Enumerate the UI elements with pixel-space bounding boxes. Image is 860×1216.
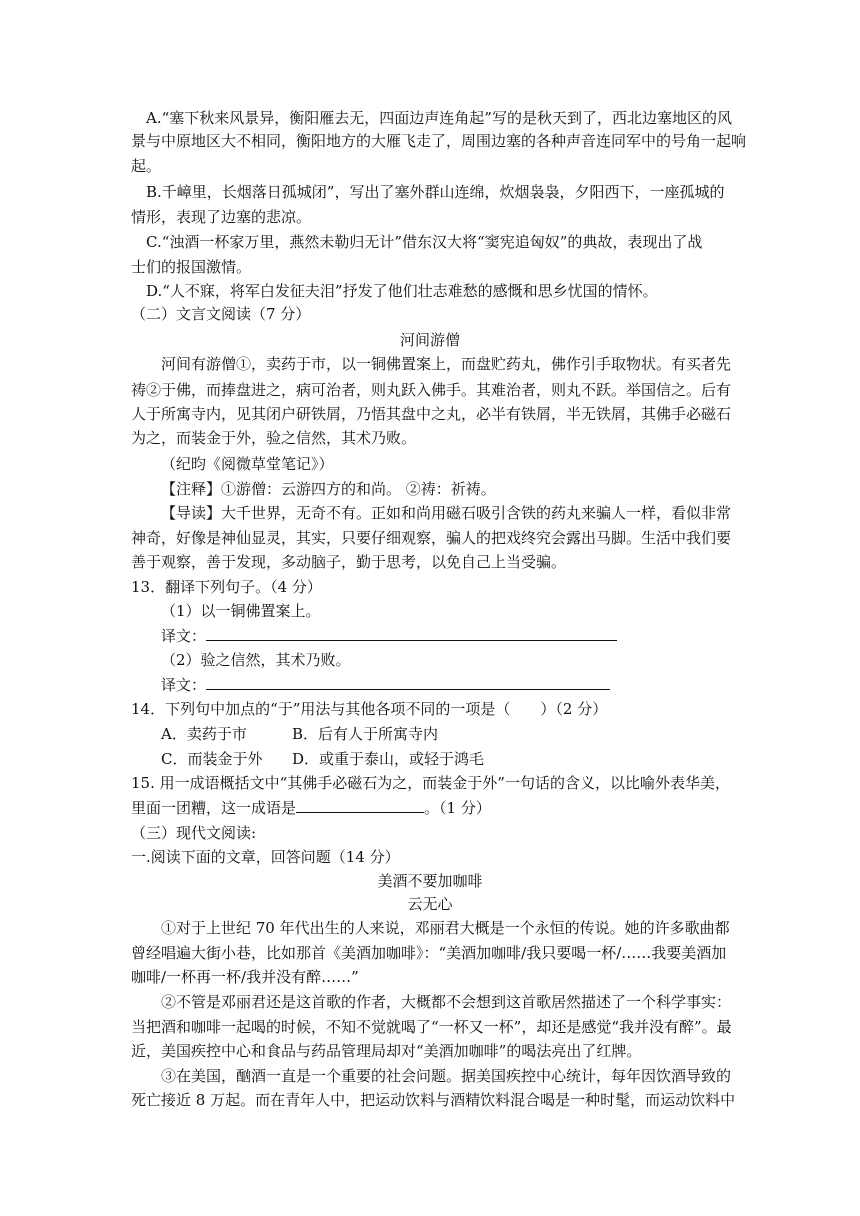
option-d-line1: D.“人不寐，将军白发征夫泪”抒发了他们壮志难愁的感慨和思乡忧国的情怀。 <box>146 282 658 300</box>
option-a-line2: 景与中原地区大不相同，衡阳地方的大雁飞走了，周围边塞的各种声音连同军中的号角一起响 <box>131 132 747 150</box>
section2-title: 河间游僧 <box>399 331 460 349</box>
article-para2-line3: 近，美国疾控中心和食品与药品管理局却对“美酒加咖啡”的喝法亮出了红牌。 <box>131 1042 642 1060</box>
q13-stem: 13．翻译下列句子。（4 分） <box>131 578 322 596</box>
section2-para-line4: 为之，而装金于外，验之信然，其术乃败。 <box>131 429 417 447</box>
article-author: 云无心 <box>407 895 453 913</box>
article-para1-line2: 曾经唱遍大街小巷，比如那首《美酒加咖啡》：“美酒加咖啡/我只要喝一杯/……我要美酒加 <box>131 944 727 962</box>
q15-line2 <box>131 798 491 818</box>
section3-heading: （三）现代文阅读: <box>131 824 257 842</box>
section2-para-line1: 河间有游僧①，卖药于市，以一铜佛置案上，而盘贮药丸，佛作引手取物状。有买者先 <box>161 355 732 373</box>
section2-guide-line1: 【导读】大千世界，无奇不有。正如和尚用磁石吸引含铁的药丸来骗人一样，看似非常 <box>161 504 732 522</box>
section2-heading: （二）文言文阅读（7 分） <box>131 305 311 323</box>
option-c-line1: C.“浊酒一杯家万里，燕然未勒归无计”借东汉大将“窦宪追匈奴”的典故，表现出了战 <box>146 233 703 251</box>
article-para3-line2: 死亡接近 8 万起。而在青年人中，把运动饮料与酒精饮料混合喝是一种时髦，而运动饮料中 <box>131 1091 736 1109</box>
q13-answer2-row <box>161 675 610 695</box>
q15-line2-text: 里面一团糟，这一成语是 <box>131 799 297 817</box>
section2-para-line2: 祷②于佛，而捧盘进之，病可治者，则丸跃入佛手。其难治者，则丸不跃。举国信之。后有 <box>131 381 732 399</box>
option-b-line1: B.千嶂里，长烟落日孤城闭”，写出了塞外群山连绵，炊烟袅袅，夕阳西下，一座孤城的 <box>146 183 725 201</box>
section2-guide-line3: 善于观察，善于发现，多动脑子，勤于思考，以免自己上当受骗。 <box>131 553 567 571</box>
option-a-line1: A.“塞下秋来风景异，衡阳雁去无，四面边声连角起”写的是秋天到了，西北边塞地区的风 <box>146 109 732 127</box>
q13-answer1-blank[interactable] <box>206 626 617 641</box>
q14-option-b: B．后有人于所寓寺内 <box>292 725 439 743</box>
q14-stem: 14．下列句中加点的“于”用法与其他各项不同的一项是（ ）（2 分） <box>131 700 608 718</box>
q13-answer2-label: 译文： <box>161 676 207 694</box>
q13-answer2-blank[interactable] <box>206 675 610 690</box>
q15-answer-blank[interactable] <box>296 798 424 813</box>
section2-para-line3: 人于所寓寺内，见其闭户研铁屑，乃悟其盘中之丸，必半有铁屑，半无铁屑，其佛手必磁石 <box>131 405 732 423</box>
article-para2-line1: ②不管是邓丽君还是这首歌的作者，大概都不会想到这首歌居然描述了一个科学事实： <box>161 993 732 1011</box>
article-para1-line3: 咖啡/一杯再一杯/我并没有醉……” <box>131 968 359 986</box>
q13-answer1-row <box>161 626 617 646</box>
q14-options-row2 <box>161 749 484 769</box>
q14-option-c: C．而装金于外 <box>161 750 263 768</box>
article-title: 美酒不要加咖啡 <box>377 872 483 890</box>
q15-line1: 15. 用一成语概括文中“其佛手必磁石为之，而装金于外”一句话的含义，以比喻外表华美， <box>131 774 730 792</box>
option-a-line3: 起。 <box>131 157 162 175</box>
q14-option-a: A．卖药于市 <box>161 725 247 743</box>
section2-note: 【注释】①游僧：云游四方的和尚。 ②祷：祈祷。 <box>161 480 496 498</box>
article-para1-line1: ①对于上世纪 70 年代出生的人来说，邓丽君大概是一个永恒的传说。她的许多歌曲都 <box>161 919 730 937</box>
q15-line2-end: 。（1 分） <box>424 799 491 817</box>
article-para3-line1: ③在美国，酗酒一直是一个重要的社会问题。据美国疾控中心统计，每年因饮酒导致的 <box>161 1067 732 1085</box>
q13-answer1-label: 译文： <box>161 627 207 645</box>
q14-option-d: D．或重于泰山，或轻于鸿毛 <box>292 750 485 768</box>
section2-source: （纪昀《阅微草堂笔记》） <box>161 455 334 473</box>
section2-guide-line2: 神奇，好像是神仙显灵，其实，只要仔细观察，骗人的把戏终究会露出马脚。生活中我们要 <box>131 529 732 547</box>
q14-options-row1 <box>161 724 438 744</box>
q13-sentence1: （1）以一铜佛置案上。 <box>161 602 321 620</box>
section3-subheading: 一.阅读下面的文章，回答问题（14 分） <box>131 848 400 866</box>
option-b-line2: 情形，表现了边塞的悲凉。 <box>131 208 312 226</box>
article-para2-line2: 当把酒和咖啡一起喝的时候，不知不觉就喝了“一杯又一杯”，却还是感觉“我并没有醉”。最 <box>131 1018 732 1036</box>
option-c-line2: 士们的报国激情。 <box>131 258 252 276</box>
q13-sentence2: （2）验之信然，其术乃败。 <box>161 651 351 669</box>
